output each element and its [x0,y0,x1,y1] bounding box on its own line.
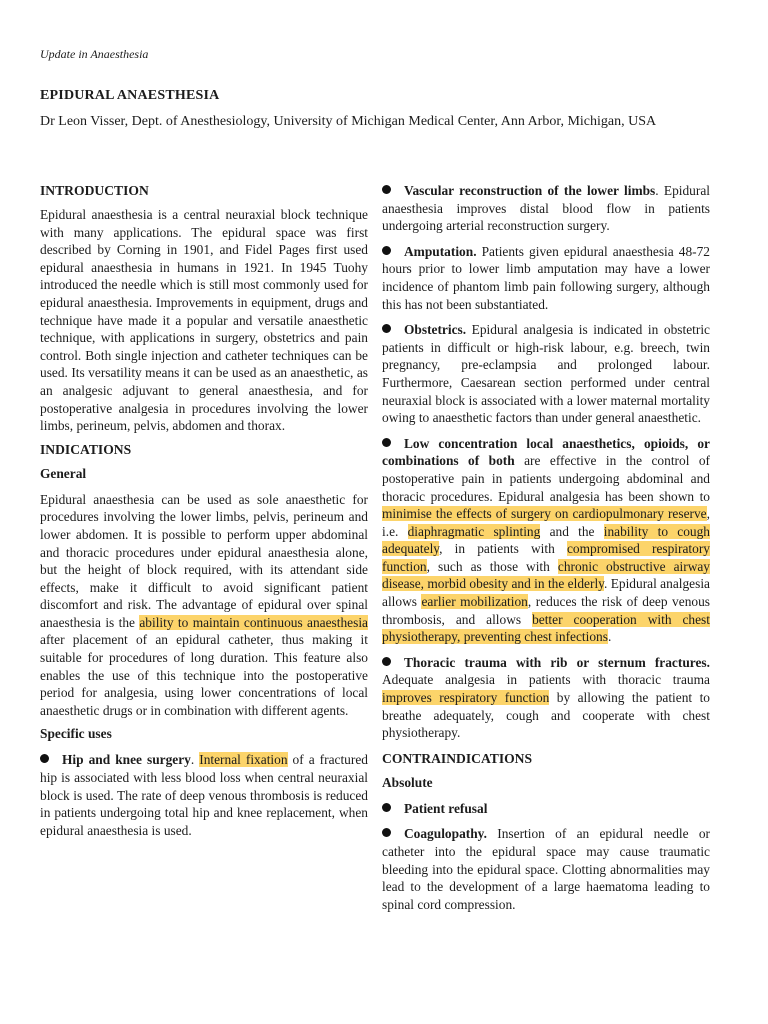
highlight: chronic obstructive airway disease, morbid obesity and in the elderly [382,558,711,592]
introduction-paragraph: Epidural anaesthesia is a central neuraxial block technique with many applications. The epidural space was first described by Corning in 1901, and Fidel Pages first used epidural anaesthesia in humans in 1921. In 1945 Tuohy introduced the needle which is still most commonly used for epidural anaesthesia. Improvements in equipment, drugs and technique have made it a popular and versatile anaesthetic technique, with applications in surgery, obstetrics and pain control. Both single injection and catheter techniques can be used. Its versatility means it can be used as an anaesthetic, as an analgesic adjuvant to general anaesthesia, and for postoperative analgesia in procedures involving the lower limbs, perineum, pelvis, abdomen and thorax. [40,207,368,434]
left-column [40,182,368,839]
highlight: earlier mobilization [421,594,528,610]
list-item-thoracic-trauma: Thoracic trauma with rib or sternum fractures. Adequate analgesia in patients with thoracic trauma improves respiratory function by allowing the patient to breathe adequately, cough and cooperate with chest physiotherapy. [382,654,710,741]
list-item-patient-refusal: Patient refusal [382,800,710,818]
specific-uses-heading: Specific uses [40,726,112,742]
article-author: Dr Leon Visser, Dept. of Anesthesiology, University of Michigan Medical Center, Ann Arbor, Michigan, USA [40,114,657,129]
highlight: ability to maintain continuous anaesthesia [139,614,368,630]
indications-heading: INDICATIONS [40,441,132,457]
list-item-hip-knee: Hip and knee surgery. Internal fixation of a fractured hip is associated with less blood loss when central neuraxial block is used. The rate of deep venous thrombosis is reduced in patients undergoing total hip and knee replacement, when epidural anaesthesia is used. [40,752,368,838]
list-item-vascular: Vascular reconstruction of the lower limbs. Epidural anaesthesia improves distal blood flow in patients undergoing arterial reconstruction surgery. [382,183,710,234]
highlight: better cooperation with chest physiotherapy, preventing chest infections [382,611,710,645]
highlight: Internal fixation [199,752,288,768]
article-title: EPIDURAL ANAESTHESIA [40,88,220,103]
list-item-amputation: Amputation. Patients given epidural anaesthesia 48-72 hours prior to lower limb amputation may have a lower incidence of phantom limb pain following surgery, although this has not been substantiated. [382,243,710,312]
bullet-icon [382,185,391,194]
highlight: diaphragmatic splinting [407,523,541,539]
bullet-icon [382,438,391,447]
bullet-icon [382,803,391,812]
general-heading: General [40,465,87,481]
right-column [382,182,710,913]
list-item-low-concentration: Low concentration local anaesthetics, opioids, or combinations of both are effective in the control of postoperative pain in patients undergoing abdominal and thoracic procedures. Epidural analgesia has been shown to minimise the effects of surgery on cardiopulmonary reserve, i.e. diaphragmatic splinting and the inability to cough adequately, in patients with compromised respiratory function, such as those with chronic obstructive airway disease, morbid obesity and in the elderly. Epidural analgesia allows earlier mobilization, reduces the risk of deep venous thrombosis, and allows better cooperation with chest physiotherapy, preventing chest infections. [382,435,711,645]
absolute-heading: Absolute [382,774,433,790]
bullet-icon [382,246,391,255]
contraindications-heading: CONTRAINDICATIONS [382,750,533,766]
bullet-icon [382,828,391,837]
general-paragraph: Epidural anaesthesia can be used as sole anaesthetic for procedures involving the lower limbs, pelvis, perineum and lower abdomen. It is possible to perform upper abdominal and thoracic procedures under epidural anaesthesia alone, but the height of block required, with its attendant side effects, make it difficult to avoid significant patient discomfort and risk. The advantage of epidural over spinal anaesthesia is the ability to maintain continuous anaesthesia after placement of an epidural catheter, thus making it suitable for procedures of long duration. This feature also enables the use of this technique into the postoperative period for analgesia, using lower concentrations of local anaesthetic drugs or in combination with different agents. [40,491,368,718]
bullet-icon [40,754,49,763]
highlight: minimise the effects of surgery on cardiopulmonary reserve [382,506,707,522]
highlight: compromised respiratory function [382,541,710,574]
bullet-icon [382,657,391,666]
list-item-coagulopathy: Coagulopathy. Insertion of an epidural needle or catheter into the epidural space may cause traumatic bleeding into the epidural space. Clotting abnormalities may lead to the development of a large haematoma leading to spinal cord compression. [382,826,710,912]
running-head: Update in Anaesthesia [40,47,149,61]
highlight: inability to cough adequately [382,523,711,557]
introduction-heading: INTRODUCTION [40,183,149,198]
list-item-obstetrics: Obstetrics. Epidural analgesia is indicated in obstetric patients in difficult or high-risk labour, e.g. breech, twin pregnancy, pre-eclampsia and prolonged labour. Furthermore, Caesarean section performed under central neuraxial block is associated with a lower maternal mortality owing to anaesthetic factors than under general anaesthetic. [382,322,710,426]
bullet-icon [382,324,391,333]
highlight: improves respiratory function [382,690,550,706]
